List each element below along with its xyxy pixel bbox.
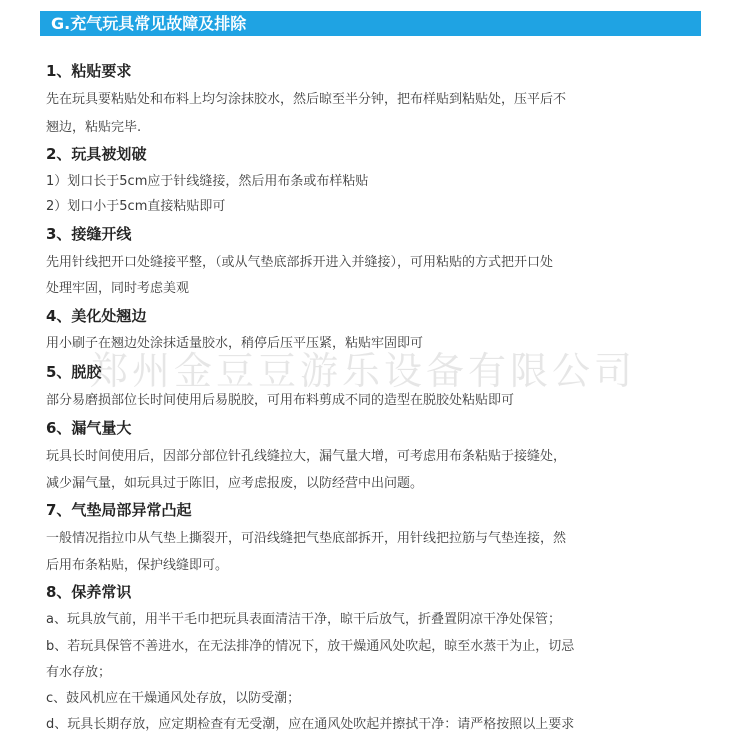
paragraph-line: 后用布条粘贴，保护线缝即可。 (46, 558, 229, 573)
paragraph-line: 处理牢固，同时考虑美观 (46, 281, 190, 296)
paragraph-line: 一般情况指拉巾从气垫上撕裂开，可沿线缝把气垫底部拆开，用针线把拉筋与气垫连接，然 (46, 531, 567, 546)
section-title: G.充气玩具常见故障及排除 (51, 14, 247, 33)
heading-maintenance-tips: 8、保养常识 (46, 583, 132, 601)
paragraph-line: 减少漏气量，如玩具过于陈旧，应考虑报废，以防经营中出问题。 (46, 476, 424, 491)
paragraph-line: 翘边，粘贴完毕. (46, 120, 142, 135)
heading-toy-scratched: 2、玩具被划破 (46, 145, 147, 163)
paragraph-line: d、玩具长期存放，应定期检查有无受潮，应在通风处吹起并擦拭干净：请严格按照以上要求 (46, 717, 575, 732)
company-watermark: 郑州金豆豆游乐设备有限公司 (90, 349, 637, 393)
paragraph-line: b、若玩具保管不善进水，在无法排净的情况下，放干燥通风处吹起，晾至水蒸干为止，切忌 (46, 639, 575, 654)
heading-degumming: 5、脱胶 (46, 363, 102, 381)
heading-seam-open: 3、接缝开线 (46, 225, 132, 243)
paragraph-line: 1）划口长于5cm应于针线缝接，然后用布条或布样粘贴 (46, 174, 369, 189)
heading-air-leak: 6、漏气量大 (46, 419, 132, 437)
paragraph-line: a、玩具放气前，用半干毛巾把玩具表面清洁干净，晾干后放气，折叠置阴凉干净处保管； (46, 612, 561, 627)
paragraph-line: 2）划口小于5cm直接粘贴即可 (46, 199, 226, 214)
paragraph-line: 用小刷子在翘边处涂抹适量胶水，稍停后压平压紧，粘贴牢固即可 (46, 336, 424, 351)
paragraph-line: 有水存放； (46, 665, 112, 680)
paragraph-line: 部分易磨损部位长时间使用后易脱胶，可用布料剪成不同的造型在脱胶处粘贴即可 (46, 393, 515, 408)
heading-cushion-bulge: 7、气垫局部异常凸起 (46, 501, 192, 519)
heading-edge-lifting: 4、美化处翘边 (46, 307, 147, 325)
paragraph-line: c、鼓风机应在干燥通风处存放，以防受潮； (46, 691, 301, 706)
heading-paste-requirements: 1、粘贴要求 (46, 62, 132, 80)
paragraph-line: 先在玩具要粘贴处和布料上均匀涂抹胶水，然后晾至半分钟，把布样贴到粘贴处，压平后不 (46, 92, 567, 107)
paragraph-line: 玩具长时间使用后，因部分部位针孔线缝拉大，漏气量大增，可考虑用布条粘贴于接缝处， (46, 449, 567, 464)
paragraph-line: 先用针线把开口处缝接平整，（或从气垫底部拆开进入并缝接），可用粘贴的方式把开口处 (46, 255, 554, 270)
